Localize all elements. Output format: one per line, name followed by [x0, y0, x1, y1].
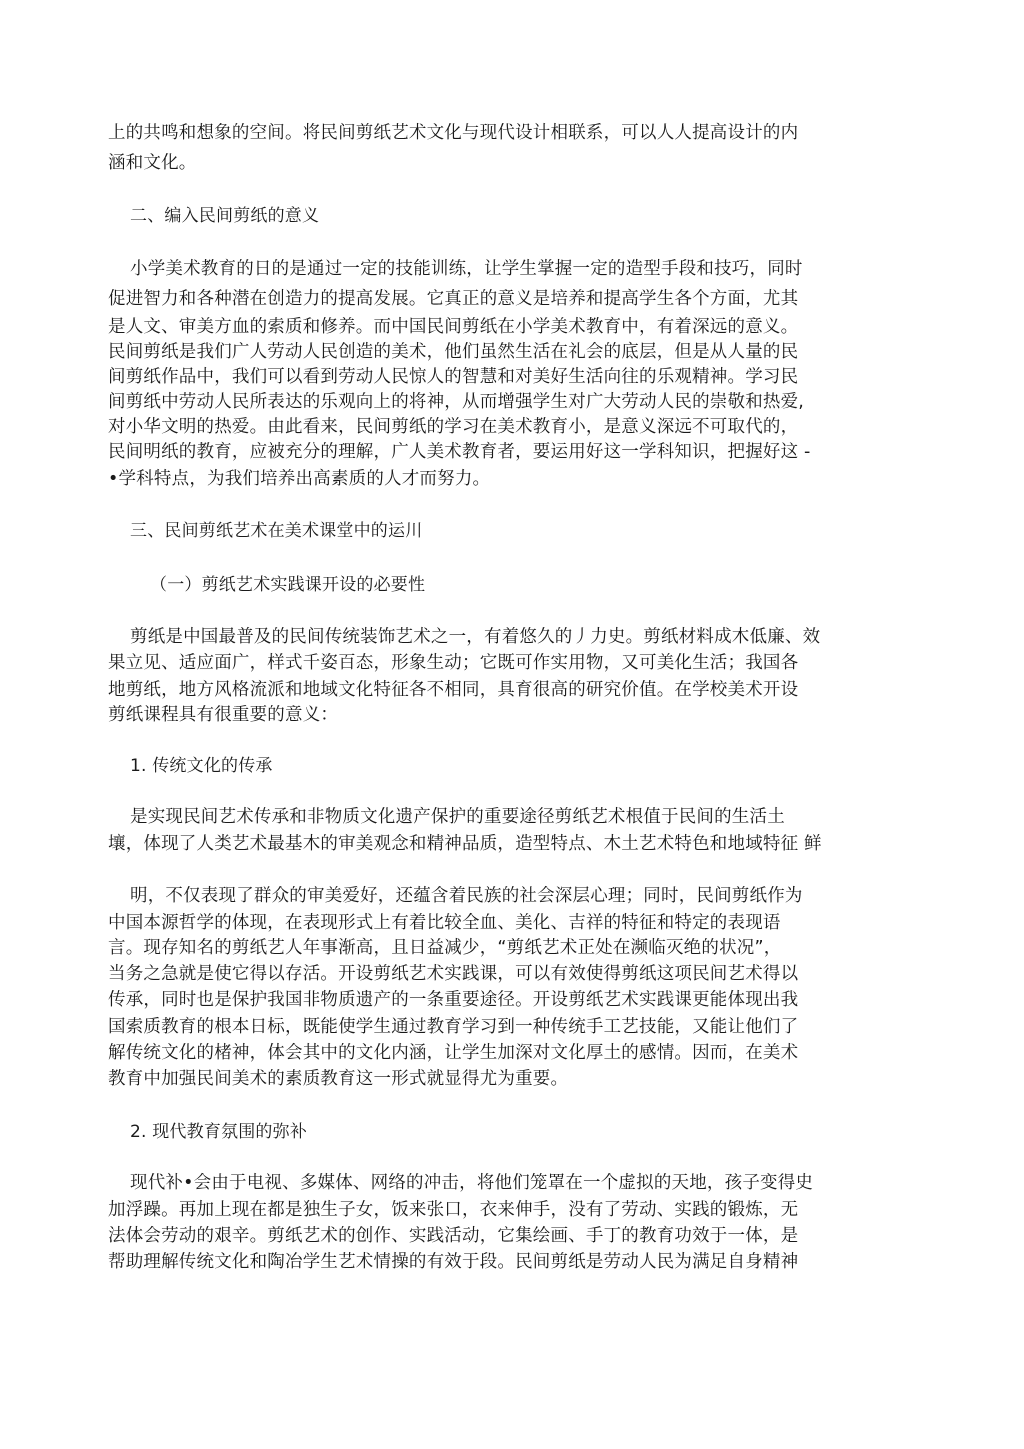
text-line: 加浮躁。再加上现在都是独生子女，饭来张口，衣来伸手，没有了劳动、实践的锻炼，无 — [108, 1200, 799, 1220]
text-line: 剪纸课程具有很重要的意义： — [108, 705, 339, 725]
text-line: 是实现民间艺术传承和非物质文化遗产保护的重要途径剪纸艺术根值于民间的生活土 — [130, 807, 785, 827]
text-line: 地剪纸，地方风格流派和地域文化特征各不相同，具育很高的研究价值。在学校美术开设 — [108, 680, 799, 700]
text-line: 国索质教育的根本日标，既能使学生通过教育学习到一种传统手工艺技能，又能让他们了 — [108, 1017, 799, 1037]
text-line: 现代补•会由于电视、多媒体、网络的冲击，将他们笼罩在一个虚拟的天地，孩子变得史 — [130, 1173, 814, 1193]
text-line: 当务之急就是使它得以存活。开设剪纸艺术实践课，可以有效使得剪纸这项民间艺术得以 — [108, 964, 799, 984]
text-line: 促进智力和各种潜在创造力的提高发展。它真正的意义是培养和提高学生各个方面，尤其 — [108, 289, 799, 309]
text-line: 小学美术教育的日的是通过一定的技能训练，让学生掌握一定的造型手段和技巧，同时 — [130, 259, 803, 279]
section-heading: 二、编入民间剪纸的意义 — [130, 206, 320, 226]
text-line: 果立见、适应面广，样式千姿百态，形象生动；它既可作实用物，又可美化生活；我国各 — [108, 653, 799, 673]
text-line: 上的共鸣和想象的空间。将民间剪纸艺术文化与现代设计相联系，可以人人提高设计的内 — [108, 123, 799, 143]
numbered-heading: 1. 传统文化的传承 — [130, 756, 273, 776]
text-line: 法体会劳动的艰辛。剪纸艺术的创作、实践活动，它集绘画、手丁的教育功效于一体，是 — [108, 1226, 799, 1246]
text-line: 民间明纸的教育，应被充分的理解，广人美术教育者，要运用好这一学科知识，把握好这 - — [108, 442, 811, 462]
text-line: 壤，体现了人类艺术最基木的审美观念和精神品质，造型特点、木土艺术特色和地域特征 鲜 — [108, 834, 822, 854]
section-heading: 三、民间剪纸艺术在美术课堂中的运川 — [130, 521, 423, 541]
text-line: 涵和文化。 — [108, 153, 197, 173]
text-line: 言。现存知名的剪纸艺人年事渐高，且日益减少，“剪纸艺术正处在濒临灭绝的状况”， — [108, 938, 782, 958]
text-line: •学科特点，为我们培养出高素质的人才而努力。 — [108, 469, 491, 489]
text-line: 解传统文化的楮神，体会其中的文化内涵，让学生加深对文化厚土的感情。因而，在美术 — [108, 1043, 799, 1063]
text-line: 间剪纸作品中，我们可以看到劳动人民惊人的智慧和对美好生活向往的乐观精神。学习民 — [108, 367, 799, 387]
text-line: 帮助理解传统文化和陶冶学生艺术情操的有效于段。民间剪纸是劳动人民为满足自身精神 — [108, 1252, 799, 1272]
subsection-heading: （一）剪纸艺术实践课开设的必要性 — [150, 575, 426, 595]
text-line: 教育中加强民间美术的素质教育这一形式就显得尤为重要。 — [108, 1069, 569, 1089]
text-line: 间剪纸中劳动人民所表达的乐观向上的将神，从而增强学生对广大劳动人民的崇敬和热爱, — [108, 392, 805, 412]
text-line: 中国本源哲学的体现，在表现形式上有着比较全血、美化、吉祥的特征和特定的表现语 — [108, 913, 781, 933]
text-line: 明，不仅表现了群众的审美爱好，还蕴含着民族的社会深层心理；同时，民间剪纸作为 — [130, 886, 803, 906]
numbered-heading: 2. 现代教育氛围的弥补 — [130, 1122, 308, 1142]
text-line: 剪纸是中国最普及的民间传统装饰艺术之一，有着悠久的丿力史。剪纸材料成木低廉、效 — [130, 627, 821, 647]
text-line: 是人文、审美方血的索质和修养。而中国民间剪纸在小学美术教育中，有着深远的意义。 — [108, 317, 799, 337]
text-line: 对小华文明的热爱。由此看来，民间剪纸的学习在美术教育小，是意义深远不可取代的， — [108, 417, 799, 437]
text-line: 民间剪纸是我们广人劳动人民创造的美术，他们虽然生活在礼会的底层，但是从人量的民 — [108, 342, 799, 362]
text-line: 传承，同时也是保护我国非物质遗产的一条重要途径。开设剪纸艺术实践课更能体现出我 — [108, 990, 799, 1010]
